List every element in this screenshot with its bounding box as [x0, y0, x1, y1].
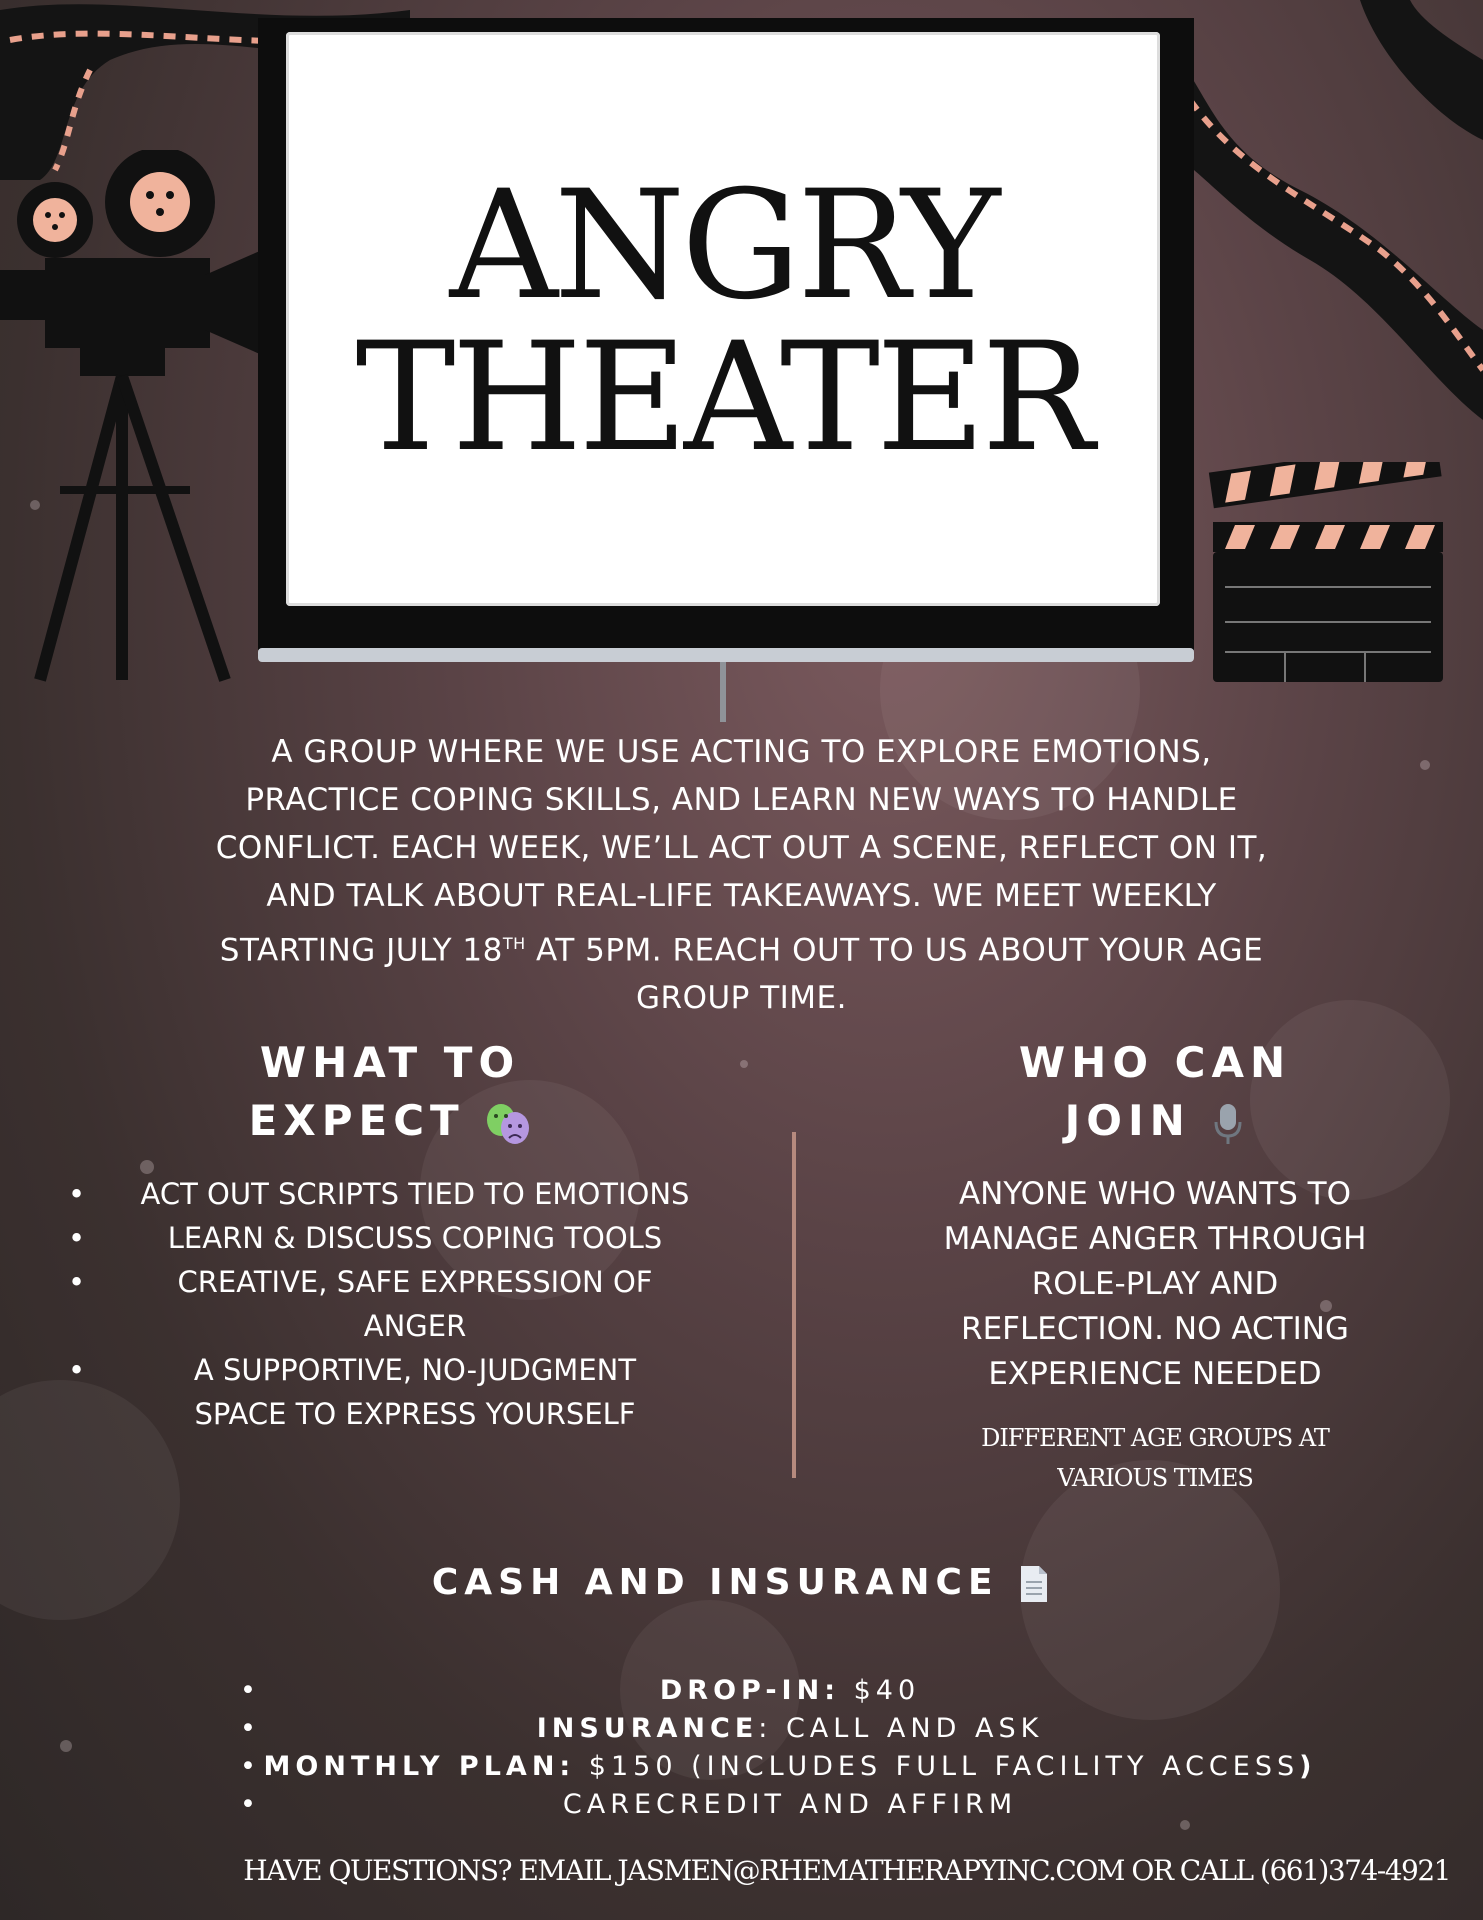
join-description: [900, 1172, 1410, 1397]
financing-options: CARECREDIT AND AFFIRM: [562, 1789, 1018, 1820]
film-camera-icon: [0, 150, 270, 690]
list-item-text: CREATIVE, SAFE EXPRESSION OF: [177, 1265, 653, 1299]
pricing-item: • INSURANCE: CALL AND ASK: [240, 1713, 1044, 1744]
screen-roller: [258, 648, 1194, 662]
join-line: ANYONE WHO WANTS TO: [958, 1176, 1352, 1212]
pricing-heading-text: CASH AND INSURANCE: [431, 1562, 999, 1603]
intro-line: A GROUP WHERE WE USE ACTING TO EXPLORE EMOTIONS,: [271, 734, 1212, 770]
join-heading-line: [960, 1092, 1350, 1150]
dropin-label: DROP-IN:: [659, 1675, 840, 1706]
insurance-value: : CALL AND ASK: [758, 1713, 1044, 1744]
contact-footer: HAVE QUESTIONS? EMAIL JASMEN@RHEMATHERAPYINC.COM OR CALL (661)374-4921: [243, 1854, 1450, 1887]
pricing-item: • CARECREDIT AND AFFIRM: [240, 1789, 1018, 1820]
pricing-heading: [300, 1562, 1183, 1604]
intro-date-text: STARTING JULY 18: [219, 932, 503, 969]
join-heading: [960, 1034, 1350, 1150]
pricing-list: [240, 1672, 1340, 1824]
dropin-price: $40: [840, 1675, 921, 1706]
note-line: VARIOUS TIMES: [1057, 1464, 1253, 1492]
page-title: [286, 159, 1160, 485]
microphone-icon: [1211, 1102, 1245, 1146]
intro-line: [150, 920, 1333, 974]
list-item-continuation: [70, 1392, 760, 1436]
list-item-continuation: [70, 1304, 760, 1348]
list-item-text: ANGER: [363, 1309, 467, 1343]
screen-stand: [720, 662, 726, 722]
age-groups-note: [900, 1418, 1410, 1498]
document-icon: [1017, 1564, 1051, 1604]
join-heading-text: JOIN: [1064, 1096, 1191, 1145]
intro-line: CONFLICT. EACH WEEK, WE’LL ACT OUT A SCENE, REFLECT ON IT,: [215, 830, 1268, 866]
list-item-text: LEARN & DISCUSS COPING TOOLS: [167, 1221, 663, 1255]
list-item-text: ACT OUT SCRIPTS TIED TO EMOTIONS: [140, 1177, 690, 1211]
intro-time-text: AT 5PM. REACH OUT TO US ABOUT YOUR AGE: [525, 932, 1264, 969]
theater-masks-icon: [485, 1102, 531, 1146]
list-item-text: SPACE TO EXPRESS YOURSELF: [194, 1397, 636, 1431]
intro-line: AND TALK ABOUT REAL-LIFE TAKEAWAYS. WE MEET WEEKLY: [266, 878, 1217, 914]
expect-heading-line: [210, 1092, 570, 1150]
clapperboard-icon: [1205, 462, 1450, 684]
list-item: • CREATIVE, SAFE EXPRESSION OF: [68, 1265, 653, 1299]
list-item: • ACT OUT SCRIPTS TIED TO EMOTIONS: [68, 1177, 690, 1211]
expect-list: [70, 1172, 760, 1436]
film-strip-right: [1180, 0, 1483, 440]
ordinal-suffix: TH: [502, 934, 526, 953]
list-item: • LEARN & DISCUSS COPING TOOLS: [68, 1221, 663, 1255]
pricing-item: • DROP-IN: $40: [240, 1675, 921, 1706]
join-line: REFLECTION. NO ACTING: [961, 1311, 1349, 1347]
pricing-item: • MONTHLY PLAN: $150 (INCLUDES FULL FACILITY ACCESS): [240, 1751, 1317, 1782]
monthly-plan-paren: ): [1299, 1751, 1317, 1782]
join-line: MANAGE ANGER THROUGH: [943, 1221, 1367, 1257]
intro-paragraph: [150, 728, 1333, 1022]
note-line: DIFFERENT AGE GROUPS AT: [981, 1424, 1329, 1452]
list-item-text: A SUPPORTIVE, NO-JUDGMENT: [193, 1353, 637, 1387]
column-divider: [792, 1132, 796, 1478]
insurance-label: INSURANCE: [536, 1713, 759, 1744]
join-line: EXPERIENCE NEEDED: [988, 1356, 1322, 1392]
intro-line: PRACTICE COPING SKILLS, AND LEARN NEW WAYS TO HANDLE: [245, 782, 1238, 818]
title-line-1: ANGRY: [449, 159, 997, 333]
expect-heading-text: EXPECT: [248, 1096, 465, 1145]
join-heading-line: WHO CAN: [1018, 1038, 1292, 1087]
expect-heading: [210, 1034, 570, 1150]
expect-heading-line: WHAT TO: [259, 1038, 521, 1087]
monthly-plan-label: MONTHLY PLAN:: [263, 1751, 576, 1782]
title-line-2: THEATER: [355, 311, 1091, 485]
monthly-plan-value: $150 (INCLUDES FULL FACILITY ACCESS: [575, 1751, 1300, 1782]
intro-line: GROUP TIME.: [636, 980, 847, 1017]
join-line: ROLE-PLAY AND: [1031, 1266, 1279, 1302]
list-item: • A SUPPORTIVE, NO-JUDGMENT: [68, 1353, 637, 1387]
